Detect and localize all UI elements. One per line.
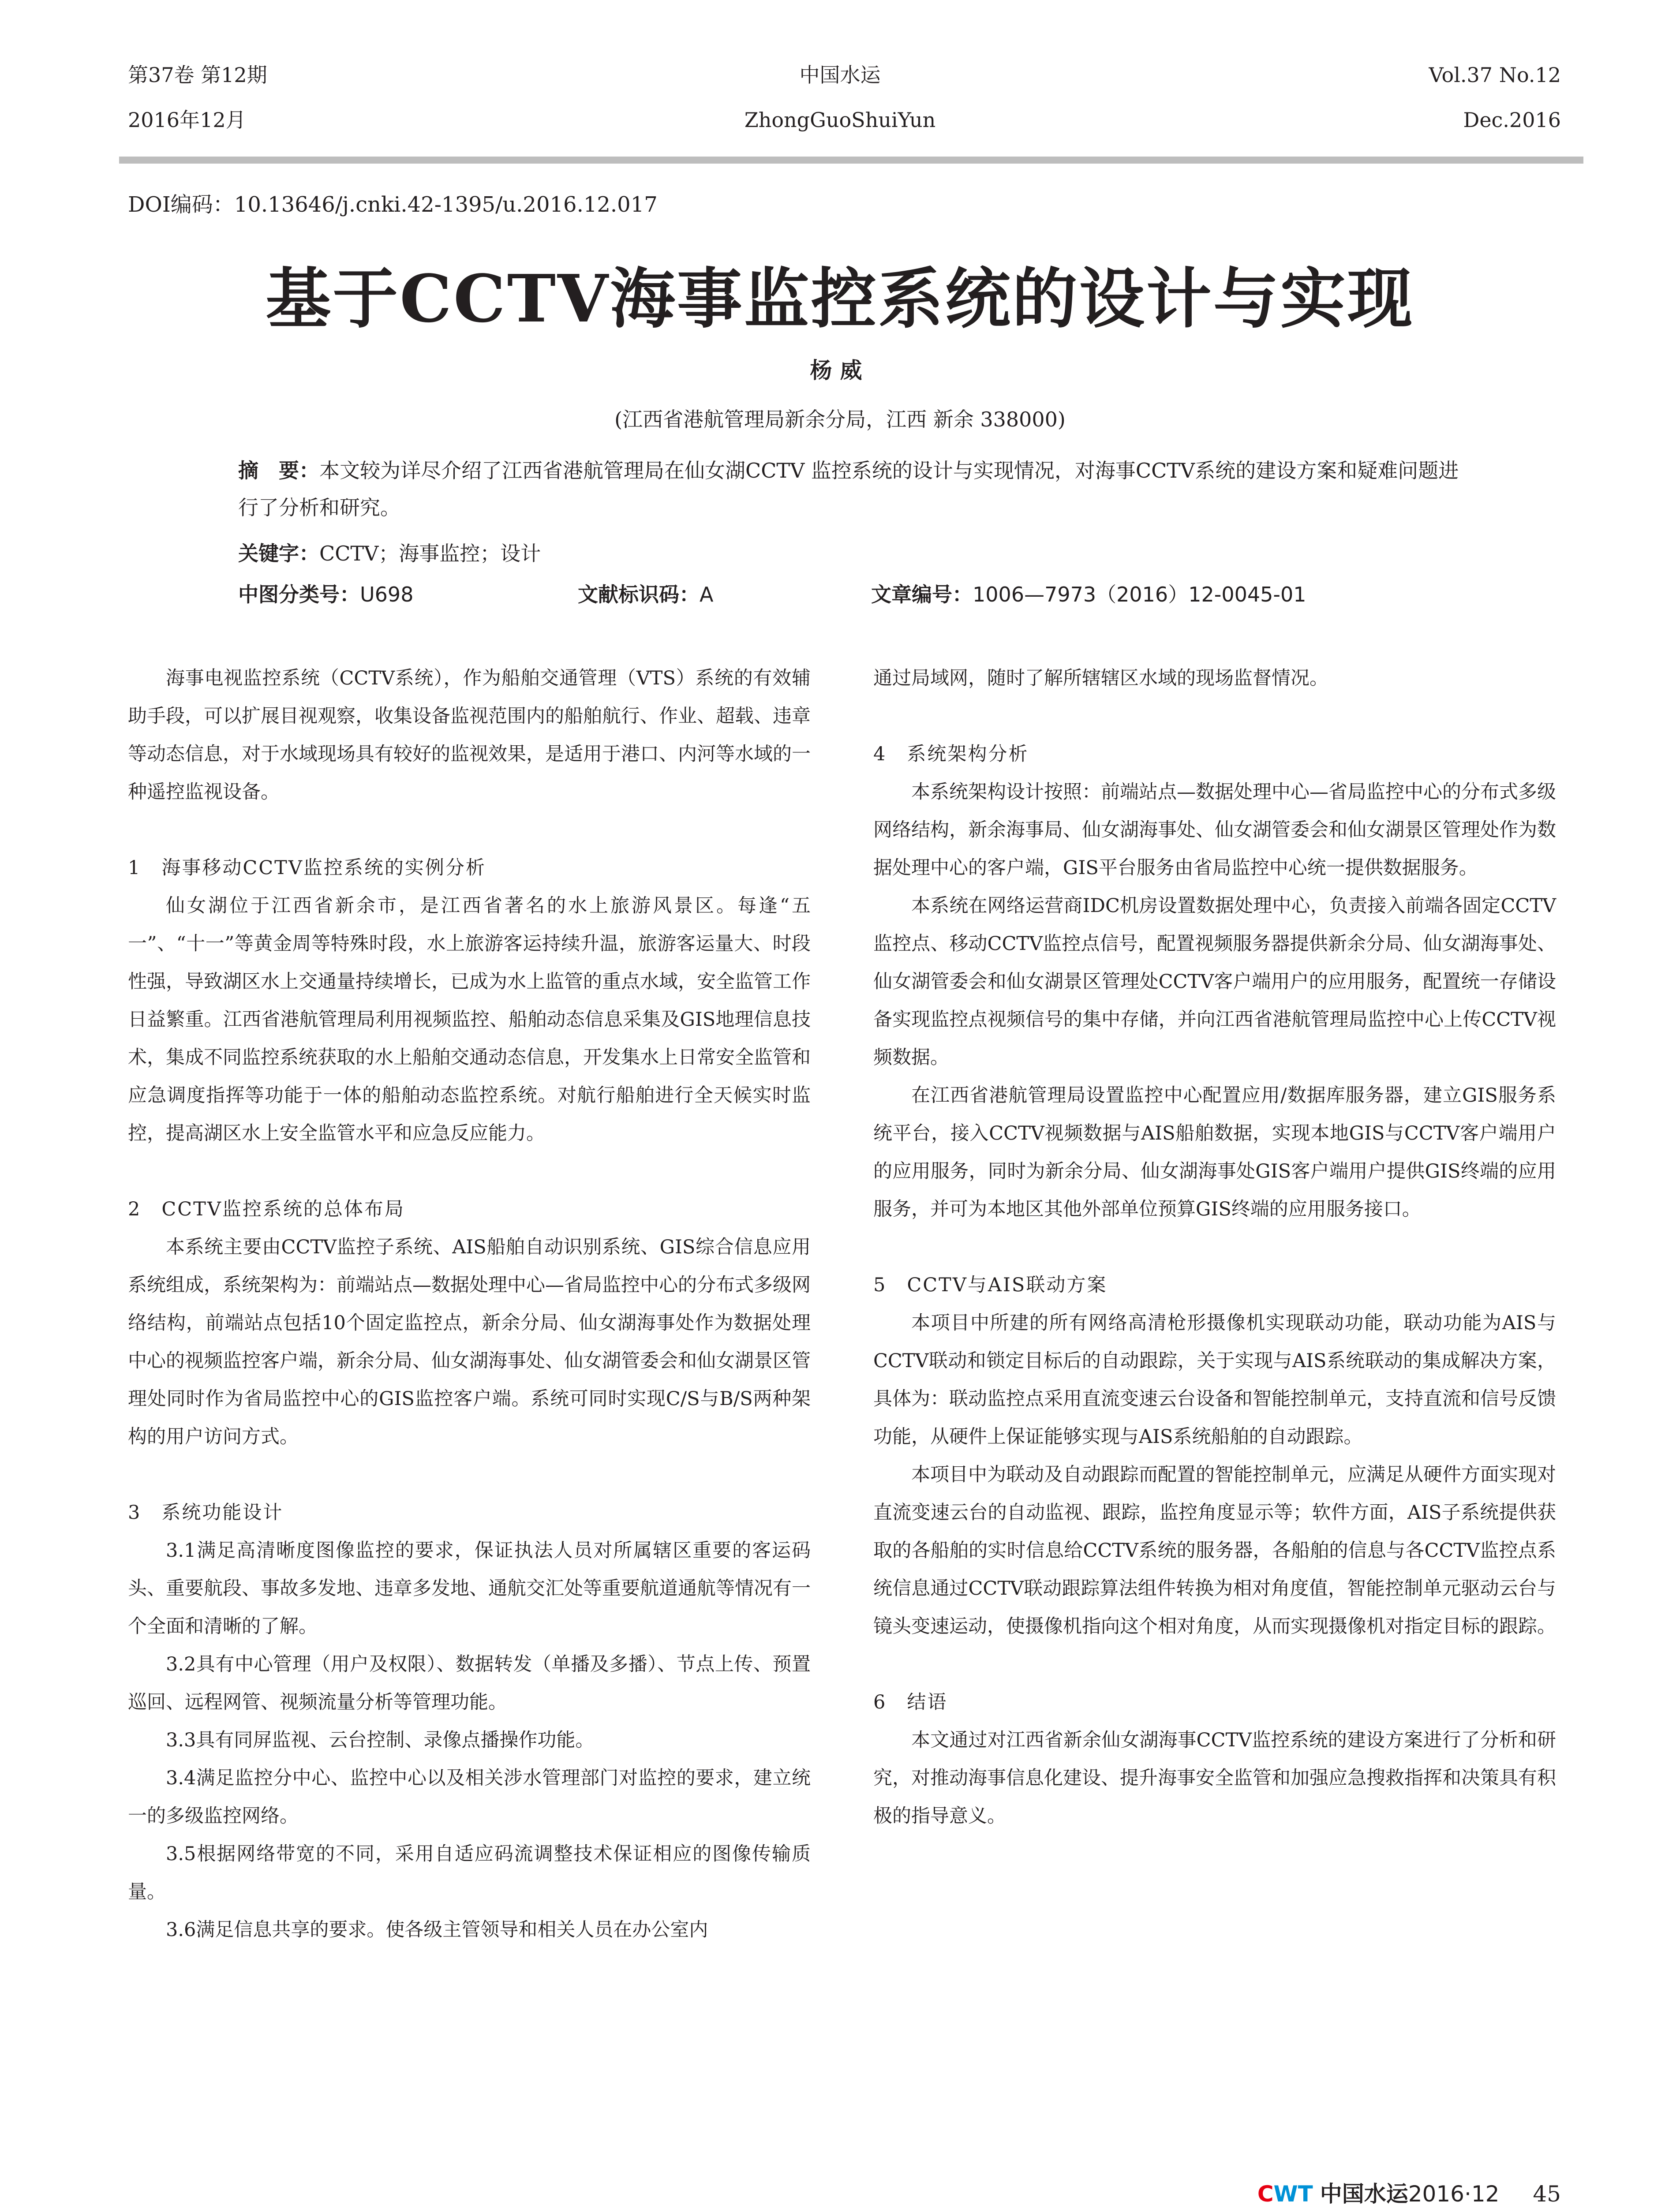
journal-name-pinyin: ZhongGuoShuiYun xyxy=(744,108,936,132)
section-2-heading: 2 CCTV监控系统的总体布局 xyxy=(128,1198,405,1220)
section-3-1: 3.1满足高清晰度图像监控的要求，保证执法人员对所属辖区重要的客运码头、重要航段、事故多发地、违章多发地、通航交汇处等重要航道通航等情况有一个全面和清晰的了解。 xyxy=(128,1540,811,1637)
doc-code-value: A xyxy=(700,583,714,606)
section-3-4: 3.4满足监控分中心、监控中心以及相关涉水管理部门对监控的要求，建立统一的多级监控网络。 xyxy=(128,1767,811,1827)
doc-code xyxy=(578,576,713,613)
classification xyxy=(238,576,413,613)
classification-label: 中图分类号： xyxy=(238,583,360,606)
cwt-logo-c: C xyxy=(1257,2181,1274,2205)
doi: DOI编码：10.13646/j.cnki.42-1395/u.2016.12.017 xyxy=(128,192,658,217)
section-5-paragraph-2: 本项目中为联动及自动跟踪而配置的智能控制单元，应满足从硬件方面实现对直流变速云台的自动监视、跟踪，监控角度显示等；软件方面，AIS子系统提供获取的各船舶的实时信息给CCTV系统的服务器，各船舶的信息与各CCTV监控点系统信息通过CCTV联动跟踪算法组件转换为相对角度值，智能控制单元驱动云台与镜头变速运动，使摄像机指向这个相对角度，从而实现摄像机对指定目标的跟踪。 xyxy=(873,1464,1556,1637)
section-1-paragraph: 仙女湖位于江西省新余市，是江西省著名的水上旅游风景区。每逢“五一”、“十一”等黄金周等特殊时段，水上旅游客运持续升温，旅游客运量大、时段性强，导致湖区水上交通量持续增长，已成为水上监管的重点水域，安全监管工作日益繁重。江西省港航管理局利用视频监控、船舶动态信息采集及GIS地理信息技术，集成不同监控系统获取的水上船舶交通动态信息，开发集水上日常安全监管和应急调度指挥等功能于一体的船舶动态监控系统。对航行船舶进行全天候实时监控，提高湖区水上安全监管水平和应急反应能力。 xyxy=(128,895,811,1144)
section-4-paragraph-3: 在江西省港航管理局设置监控中心配置应用/数据库服务器，建立GIS服务系统平台，接入CCTV视频数据与AIS船舶数据，实现本地GIS与CCTV客户端用户的应用服务，同时为新余分局、仙女湖海事处GIS客户端用户提供GIS终端的应用服务，并可为本地区其他外部单位预算GIS终端的应用服务接口。 xyxy=(873,1084,1556,1220)
section-4-heading: 4 系统架构分析 xyxy=(873,743,1029,765)
section-3-5: 3.5根据网络带宽的不同，采用自适应码流调整技术保证相应的图像传输质量。 xyxy=(128,1843,811,1903)
page-number: 45 xyxy=(1533,2181,1561,2205)
footer-issue: 2016·12 xyxy=(1408,2181,1500,2205)
date-en: Dec.2016 xyxy=(1463,108,1561,132)
continued-paragraph: 通过局域网，随时了解所辖辖区水域的现场监督情况。 xyxy=(873,667,1328,689)
intro-paragraph: 海事电视监控系统（CCTV系统），作为船舶交通管理（VTS）系统的有效辅助手段，可以扩展目视观察，收集设备监视范围内的船舶航行、作业、超载、违章等动态信息，对于水域现场具有较好的监视效果，是适用于港口、内河等水域的一种遥控监视设备。 xyxy=(128,667,811,803)
section-3-3: 3.3具有同屏监视、云台控制、录像点播操作功能。 xyxy=(166,1729,595,1751)
section-2-paragraph: 本系统主要由CCTV监控子系统、AIS船舶自动识别系统、GIS综合信息应用系统组成，系统架构为：前端站点—数据处理中心—省局监控中心的分布式多级网络结构，前端站点包括10个固定监控点，新余分局、仙女湖海事处作为数据处理中心的视频监控客户端，新余分局、仙女湖海事处、仙女湖管委会和仙女湖景区管理处同时作为省局监控中心的GIS监控客户端。系统可同时实现C/S与B/S两种架构的用户访问方式。 xyxy=(128,1236,811,1448)
keywords-text: CCTV；海事监控；设计 xyxy=(319,542,541,565)
paper-title: 基于CCTV海事监控系统的设计与实现 xyxy=(266,260,1414,337)
article-number xyxy=(871,576,1306,613)
section-4-paragraph-1: 本系统架构设计按照：前端站点—数据处理中心—省局监控中心的分布式多级网络结构，新余海事局、仙女湖海事处、仙女湖管委会和仙女湖景区管理处作为数据处理中心的客户端，GIS平台服务由省局监控中心统一提供数据服务。 xyxy=(873,781,1556,879)
abstract xyxy=(238,452,1464,526)
section-3-heading: 3 系统功能设计 xyxy=(128,1502,284,1524)
keywords xyxy=(238,535,541,572)
cwt-logo-wt: WT xyxy=(1273,2181,1313,2205)
section-6-paragraph: 本文通过对江西省新余仙女湖海事CCTV监控系统的建设方案进行了分析和研究，对推动海事信息化建设、提升海事安全监管和加强应急搜救指挥和决策具有积极的指导意义。 xyxy=(873,1729,1556,1827)
right-column xyxy=(873,659,1556,1835)
header-rule xyxy=(119,157,1583,164)
keywords-label: 关键字： xyxy=(238,542,319,565)
article-number-value: 1006—7973（2016）12-0045-01 xyxy=(973,583,1306,606)
date-cn: 2016年12月 xyxy=(128,108,246,132)
section-3-6: 3.6满足信息共享的要求。使各级主管领导和相关人员在办公室内 xyxy=(166,1919,708,1941)
section-4-paragraph-2: 本系统在网络运营商IDC机房设置数据处理中心，负责接入前端各固定CCTV监控点、移动CCTV监控点信号，配置视频服务器提供新余分局、仙女湖海事处、仙女湖管委会和仙女湖景区管理处CCTV客户端用户的应用服务，配置统一存储设备实现监控点视频信号的集中存储，并向江西省港航管理局监控中心上传CCTV视频数据。 xyxy=(873,895,1556,1069)
doc-code-label: 文献标识码： xyxy=(578,583,700,606)
article-number-label: 文章编号： xyxy=(871,583,973,606)
volume-issue-en: Vol.37 No.12 xyxy=(1429,63,1561,87)
section-6-heading: 6 结语 xyxy=(873,1691,948,1713)
volume-issue-cn: 第37卷 第12期 xyxy=(128,63,267,87)
page-footer xyxy=(1257,2176,1561,2205)
section-1-heading: 1 海事移动CCTV监控系统的实例分析 xyxy=(128,857,486,879)
section-5-heading: 5 CCTV与AIS联动方案 xyxy=(873,1274,1108,1296)
classification-value: U698 xyxy=(360,583,414,606)
section-3-2: 3.2具有中心管理（用户及权限）、数据转发（单播及多播）、节点上传、预置巡回、远程网管、视频流量分析等管理功能。 xyxy=(128,1653,811,1713)
journal-name-cn: 中国水运 xyxy=(799,63,881,87)
author: 杨威 xyxy=(810,357,870,383)
left-column xyxy=(128,659,811,1949)
section-5-paragraph-1: 本项目中所建的所有网络高清枪形摄像机实现联动功能，联动功能为AIS与CCTV联动和锁定目标后的自动跟踪，关于实现与AIS系统联动的集成解决方案，具体为：联动监控点采用直流变速云台设备和智能控制单元，支持直流和信号反馈功能，从硬件上保证能够实现与AIS系统船舶的自动跟踪。 xyxy=(873,1312,1556,1448)
affiliation: (江西省港航管理局新余分局，江西 新余 338000) xyxy=(614,407,1066,431)
abstract-text: 本文较为详尽介绍了江西省港航管理局在仙女湖CCTV 监控系统的设计与实现情况，对海事CCTV系统的建设方案和疑难问题进行了分析和研究。 xyxy=(238,459,1459,519)
footer-journal: 中国水运 xyxy=(1320,2181,1408,2205)
abstract-label: 摘 要： xyxy=(238,459,319,482)
